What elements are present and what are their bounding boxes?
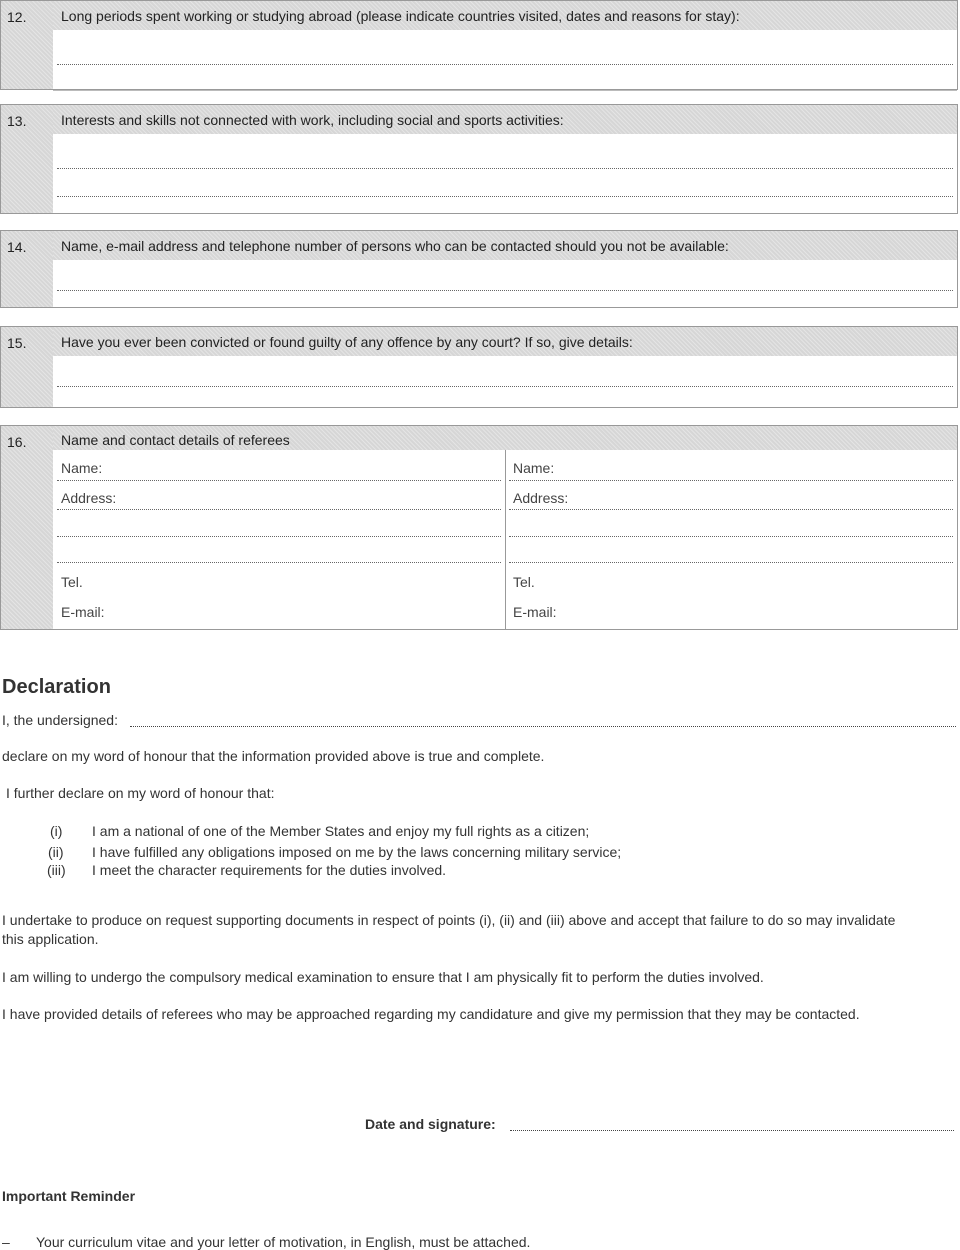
section-number: 14. [7,239,27,255]
referee-1-name-label: Name: [61,460,103,476]
section-number: 16. [7,434,27,450]
item-ii-text: I have fulfilled any obligations imposed on me by the laws concerning military service; [92,844,622,860]
referee-2-tel-label: Tel. [513,574,535,590]
referees-statement: I have provided details of referees who may be approached regarding my candidature and give my permission that they may be contacted. [2,1006,860,1022]
section-15 [0,326,958,408]
referee-1-address-field-3[interactable] [57,562,501,563]
reminder-dash: – [2,1234,10,1250]
answer-area[interactable] [53,30,957,89]
date-signature-label: Date and signature: [365,1116,496,1132]
referee-1-email-label: E-mail: [61,604,105,620]
section-number: 12. [7,9,27,25]
referee-2-address-label: Address: [513,490,569,506]
declaration-title: Declaration [2,676,111,698]
item-iii-num: (iii) [47,862,66,878]
section-16 [0,425,958,630]
undertake-statement-line-2: this application. [2,931,99,947]
item-iii-text: I meet the character requirements for the duties involved. [92,862,447,878]
referee-2-address-field[interactable] [509,509,953,510]
honour-statement: declare on my word of honour that the information provided above is true and complete. [2,748,545,764]
further-statement: I further declare on my word of honour that: [6,785,275,801]
section-question: Name, e-mail address and telephone number of persons who can be contacted should you not be available: [61,238,729,254]
reminder-text: Your curriculum vitae and your letter of motivation, in English, must be attached. [36,1234,531,1250]
item-i-text: I am a national of one of the Member States and enjoy my full rights as a citizen; [92,823,590,839]
referee-2-name-label: Name: [513,460,555,476]
section-question: Long periods spent working or studying abroad (please indicate countries visited, dates and reasons for stay): [61,8,740,24]
referees-area [53,450,957,629]
reminder-title: Important Reminder [2,1188,136,1204]
referee-1-address-field-2[interactable] [57,536,501,537]
undersigned-line [2,712,956,728]
item-i-num: (i) [50,823,63,839]
date-signature-field[interactable] [510,1130,954,1131]
section-14 [0,230,958,308]
section-question: Name and contact details of referees [61,432,290,448]
undersigned-field[interactable] [130,726,956,727]
undertake-statement-line-1: I undertake to produce on request supporting documents in respect of points (i), (ii) and (iii) above and accept that failure to do so may invalidate [2,912,896,928]
item-ii-num: (ii) [48,844,64,860]
medical-statement: I am willing to undergo the compulsory medical examination to ensure that I am physically fit to perform the duties involved. [2,969,764,985]
section-number: 13. [7,113,27,129]
section-13 [0,104,958,214]
referee-1-address-label: Address: [61,490,117,506]
section-12 [0,0,958,90]
referee-2-email-label: E-mail: [513,604,557,620]
referee-1-name-field[interactable] [57,480,501,481]
section-question: Have you ever been convicted or found guilty of any offence by any court? If so, give details: [61,334,633,350]
referee-1-address-field[interactable] [57,509,501,510]
referee-2-address-field-3[interactable] [509,562,953,563]
answer-area[interactable] [53,356,957,407]
answer-area[interactable] [53,260,957,307]
section-question: Interests and skills not connected with work, including social and sports activities: [61,112,564,128]
answer-area[interactable] [53,134,957,213]
referee-2-name-field[interactable] [509,480,953,481]
section-number: 15. [7,335,27,351]
undersigned-label: I, the undersigned: [2,712,118,728]
referee-2-address-field-2[interactable] [509,536,953,537]
referee-1-tel-label: Tel. [61,574,83,590]
